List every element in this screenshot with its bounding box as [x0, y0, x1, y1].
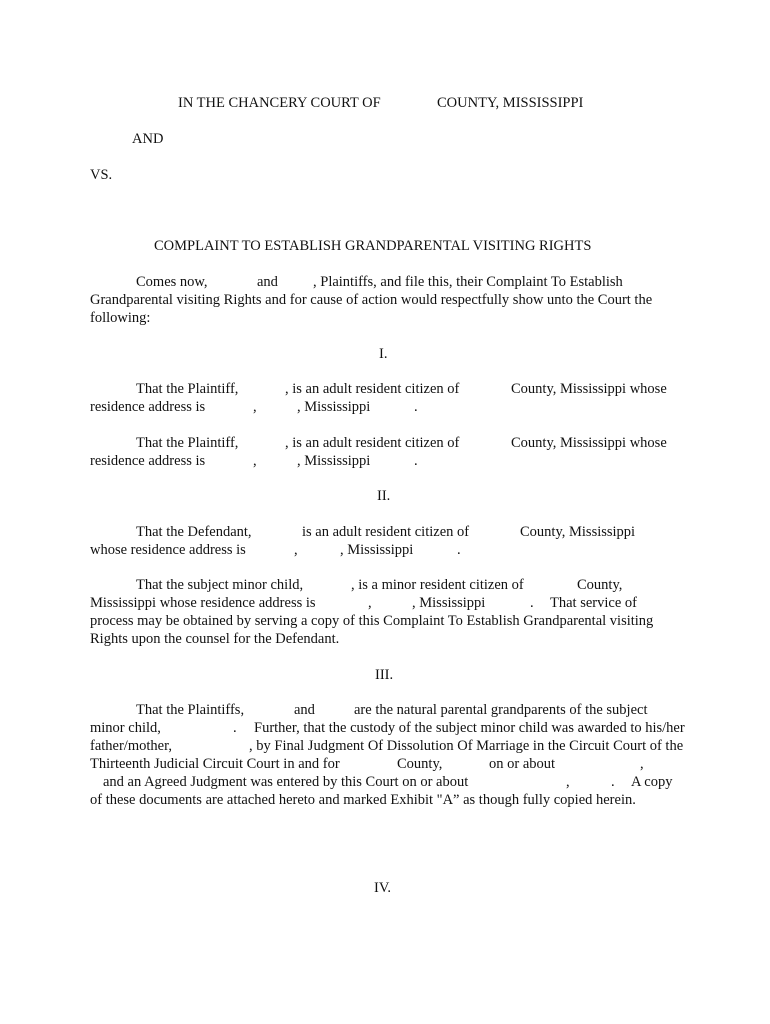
section-1-numeral: I.	[379, 346, 388, 362]
s3-line-1b: and	[294, 702, 315, 718]
s2-p1-line-2c: , Mississippi	[340, 542, 414, 558]
s2-p2-line-4: Rights upon the counsel for the Defendant.	[90, 631, 340, 647]
s2-p2-line-3: process may be obtained by serving a copy of this Complaint To Establish Grandparental visiting	[90, 613, 654, 629]
parties-and: AND	[132, 131, 164, 147]
s3-line-5d: A copy	[631, 774, 673, 790]
s1-p1-line-1c: County, Mississippi whose	[511, 381, 667, 397]
court-header-suffix: COUNTY, MISSISSIPPI	[437, 95, 584, 111]
s1-p1-line-2c: , Mississippi	[297, 399, 371, 415]
s2-p1-line-2d: .	[457, 542, 461, 558]
s3-line-2c: Further, that the custody of the subject minor child was awarded to his/her	[254, 720, 685, 736]
s2-p2-line-2e: That service of	[550, 595, 637, 611]
s2-p1-line-2b: ,	[294, 542, 298, 558]
intro-line-1c: , Plaintiffs, and file this, their Complaint To Establish	[313, 274, 623, 290]
intro-line-1a: Comes now,	[136, 274, 208, 290]
s1-p1-line-2b: ,	[253, 399, 257, 415]
s1-p2-line-2b: ,	[253, 453, 257, 469]
section-2-numeral: II.	[377, 488, 391, 504]
s3-line-5c: .	[611, 774, 615, 790]
s1-p1-line-2a: residence address is	[90, 399, 206, 415]
s1-p1-line-1b: , is an adult resident citizen of	[285, 381, 460, 397]
s2-p1-line-1b: is an adult resident citizen of	[302, 524, 470, 540]
s3-line-1c: are the natural parental grandparents of the subject	[354, 702, 648, 718]
s2-p1-line-1a: That the Defendant,	[136, 524, 252, 540]
s3-line-5a: and an Agreed Judgment was entered by this Court on or about	[103, 774, 469, 790]
s3-line-3b: , by Final Judgment Of Dissolution Of Marriage in the Circuit Court of the	[249, 738, 684, 754]
s1-p1-line-1a: That the Plaintiff,	[136, 381, 239, 397]
s2-p2-line-1b: , is a minor resident citizen of	[351, 577, 524, 593]
s3-line-4c: on or about	[489, 756, 556, 772]
intro-line-3: following:	[90, 310, 151, 326]
section-4-numeral: IV.	[374, 880, 392, 896]
s3-line-2b: .	[233, 720, 237, 736]
s3-line-1a: That the Plaintiffs,	[136, 702, 245, 718]
parties-vs: VS.	[90, 167, 113, 183]
s1-p2-line-1a: That the Plaintiff,	[136, 435, 239, 451]
intro-line-2: Grandparental visiting Rights and for cause of action would respectfully show unto the Court the	[90, 292, 653, 308]
s2-p2-line-2a: Mississippi whose residence address is	[90, 595, 316, 611]
s3-line-4d: ,	[640, 756, 644, 772]
s1-p1-line-2d: .	[414, 399, 418, 415]
s1-p2-line-2d: .	[414, 453, 418, 469]
s3-line-5b: ,	[566, 774, 570, 790]
s3-line-2a: minor child,	[90, 720, 161, 736]
s2-p2-line-1c: County,	[577, 577, 623, 593]
court-header-prefix: IN THE CHANCERY COURT OF	[178, 95, 381, 111]
intro-line-1b: and	[257, 274, 278, 290]
section-3-numeral: III.	[375, 667, 394, 683]
s2-p2-line-2b: ,	[368, 595, 372, 611]
document-title: COMPLAINT TO ESTABLISH GRANDPARENTAL VISITING RIGHTS	[154, 238, 592, 254]
s3-line-4b: County,	[397, 756, 443, 772]
s2-p2-line-1a: That the subject minor child,	[136, 577, 304, 593]
s2-p2-line-2d: .	[530, 595, 534, 611]
s2-p1-line-1c: County, Mississippi	[520, 524, 636, 540]
s1-p2-line-1b: , is an adult resident citizen of	[285, 435, 460, 451]
s1-p2-line-2a: residence address is	[90, 453, 206, 469]
s3-line-6: of these documents are attached hereto and marked Exhibit "A” as though fully copied herein.	[90, 792, 636, 808]
s2-p1-line-2a: whose residence address is	[90, 542, 246, 558]
s1-p2-line-1c: County, Mississippi whose	[511, 435, 667, 451]
s1-p2-line-2c: , Mississippi	[297, 453, 371, 469]
s3-line-3a: father/mother,	[90, 738, 172, 754]
s3-line-4a: Thirteenth Judicial Circuit Court in and for	[90, 756, 340, 772]
s2-p2-line-2c: , Mississippi	[412, 595, 486, 611]
